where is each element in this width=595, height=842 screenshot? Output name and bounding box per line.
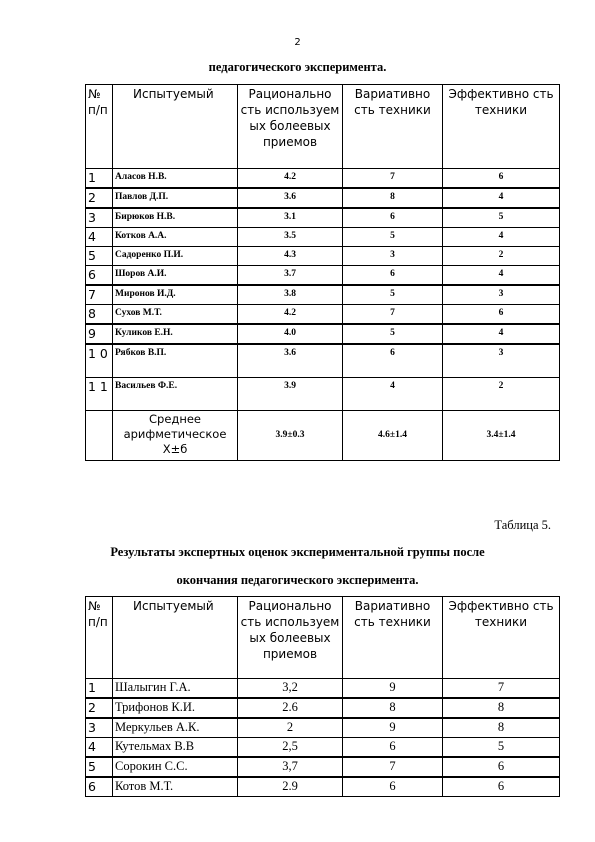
subject-name: Сухов М.Т. [113, 305, 238, 325]
header-subject: Испытуемый [113, 597, 238, 679]
rationality-value: 3,2 [238, 679, 343, 699]
header-number: № п/п [86, 85, 113, 169]
table-row [86, 247, 560, 266]
subject-name: Трифонов К.И. [113, 698, 238, 718]
table-row [86, 377, 560, 410]
rationality-value: 3,7 [238, 757, 343, 777]
table-row [86, 718, 560, 738]
average-variability: 4.6±1.4 [343, 410, 443, 460]
variability-value: 6 [343, 266, 443, 286]
row-number: 6 [86, 266, 113, 286]
subject-name: Котков А.А. [113, 228, 238, 247]
table2-title-line2: окончания педагогического эксперимента. [176, 573, 419, 587]
rationality-value: 3.1 [238, 208, 343, 228]
rationality-value: 2 [238, 718, 343, 738]
variability-value: 5 [343, 228, 443, 247]
subject-name: Шоров А.И. [113, 266, 238, 286]
table1 [85, 84, 560, 461]
effectiveness-value: 6 [443, 777, 560, 797]
variability-value: 5 [343, 285, 443, 305]
rationality-value: 3.5 [238, 228, 343, 247]
effectiveness-value: 6 [443, 169, 560, 189]
rationality-value: 3.6 [238, 344, 343, 377]
subject-name: Шалыгин Г.А. [113, 679, 238, 699]
effectiveness-value: 4 [443, 188, 560, 208]
table-row [86, 324, 560, 344]
effectiveness-value: 4 [443, 228, 560, 247]
header-effectiveness: Эффективно сть техники [443, 85, 560, 169]
variability-value: 6 [343, 344, 443, 377]
average-empty-cell [86, 410, 113, 460]
row-number: 5 [86, 757, 113, 777]
variability-value: 3 [343, 247, 443, 266]
table-row [86, 188, 560, 208]
variability-value: 7 [343, 169, 443, 189]
table-row [86, 738, 560, 758]
subject-name: Васильев Ф.Е. [113, 377, 238, 410]
rationality-value: 3.6 [238, 188, 343, 208]
subject-name: Рябков В.П. [113, 344, 238, 377]
table-row [86, 698, 560, 718]
rationality-value: 2.6 [238, 698, 343, 718]
rationality-value: 2,5 [238, 738, 343, 758]
table1-title: педагогического эксперимента. [208, 60, 387, 74]
subject-name: Котов М.Т. [113, 777, 238, 797]
rationality-value: 4.2 [238, 169, 343, 189]
row-number: 1 0 [86, 344, 113, 377]
header-number: № п/п [86, 597, 113, 679]
table2-caption: Таблица 5. [494, 518, 551, 532]
table-row [86, 757, 560, 777]
variability-value: 7 [343, 305, 443, 325]
subject-name: Куликов Е.Н. [113, 324, 238, 344]
effectiveness-value: 3 [443, 344, 560, 377]
subject-name: Кутельмах В.В [113, 738, 238, 758]
row-number: 1 [86, 679, 113, 699]
header-variability: Вариативно сть техники [343, 85, 443, 169]
table-row [86, 228, 560, 247]
table2 [85, 596, 560, 797]
rationality-value: 4.0 [238, 324, 343, 344]
row-number: 8 [86, 305, 113, 325]
effectiveness-value: 2 [443, 247, 560, 266]
subject-name: Меркульев А.К. [113, 718, 238, 738]
table1-header-row [86, 85, 560, 169]
rationality-value: 4.3 [238, 247, 343, 266]
effectiveness-value: 8 [443, 698, 560, 718]
variability-value: 6 [343, 208, 443, 228]
row-number: 7 [86, 285, 113, 305]
page-number: 2 [294, 37, 301, 48]
subject-name: Аласов Н.В. [113, 169, 238, 189]
variability-value: 6 [343, 738, 443, 758]
effectiveness-value: 6 [443, 757, 560, 777]
row-number: 3 [86, 718, 113, 738]
row-number: 2 [86, 188, 113, 208]
rationality-value: 4.2 [238, 305, 343, 325]
variability-value: 9 [343, 679, 443, 699]
average-effectiveness: 3.4±1.4 [443, 410, 560, 460]
header-effectiveness: Эффективно сть техники [443, 597, 560, 679]
rationality-value: 3.8 [238, 285, 343, 305]
table-row [86, 285, 560, 305]
effectiveness-value: 4 [443, 324, 560, 344]
header-subject: Испытуемый [113, 85, 238, 169]
subject-name: Сорокин С.С. [113, 757, 238, 777]
table-row [86, 344, 560, 377]
table1-average-row [86, 410, 560, 460]
header-rationality: Рационально сть используем ых болеевых приемов [238, 85, 343, 169]
effectiveness-value: 8 [443, 718, 560, 738]
header-variability: Вариативно сть техники [343, 597, 443, 679]
table-row [86, 266, 560, 286]
row-number: 3 [86, 208, 113, 228]
effectiveness-value: 5 [443, 208, 560, 228]
table-row [86, 169, 560, 189]
rationality-value: 3.7 [238, 266, 343, 286]
variability-value: 7 [343, 757, 443, 777]
rationality-value: 2.9 [238, 777, 343, 797]
subject-name: Садоренко П.И. [113, 247, 238, 266]
row-number: 4 [86, 738, 113, 758]
subject-name: Павлов Д.П. [113, 188, 238, 208]
table-row [86, 679, 560, 699]
table-row [86, 208, 560, 228]
row-number: 1 [86, 169, 113, 189]
variability-value: 5 [343, 324, 443, 344]
variability-value: 6 [343, 777, 443, 797]
table2-title-line1: Результаты экспертных оценок экспериментальной группы после [110, 545, 485, 559]
rationality-value: 3.9 [238, 377, 343, 410]
row-number: 1 1 [86, 377, 113, 410]
subject-name: Бирюков Н.В. [113, 208, 238, 228]
average-label: Среднее арифметическое Х±б [113, 410, 238, 460]
average-rationality: 3.9±0.3 [238, 410, 343, 460]
variability-value: 4 [343, 377, 443, 410]
variability-value: 9 [343, 718, 443, 738]
effectiveness-value: 2 [443, 377, 560, 410]
effectiveness-value: 6 [443, 305, 560, 325]
variability-value: 8 [343, 188, 443, 208]
effectiveness-value: 4 [443, 266, 560, 286]
row-number: 6 [86, 777, 113, 797]
table2-header-row [86, 597, 560, 679]
variability-value: 8 [343, 698, 443, 718]
header-rationality: Рационально сть используем ых болеевых приемов [238, 597, 343, 679]
row-number: 5 [86, 247, 113, 266]
row-number: 4 [86, 228, 113, 247]
effectiveness-value: 5 [443, 738, 560, 758]
effectiveness-value: 7 [443, 679, 560, 699]
row-number: 9 [86, 324, 113, 344]
row-number: 2 [86, 698, 113, 718]
subject-name: Миронов И.Д. [113, 285, 238, 305]
table-row [86, 777, 560, 797]
table-row [86, 305, 560, 325]
effectiveness-value: 3 [443, 285, 560, 305]
